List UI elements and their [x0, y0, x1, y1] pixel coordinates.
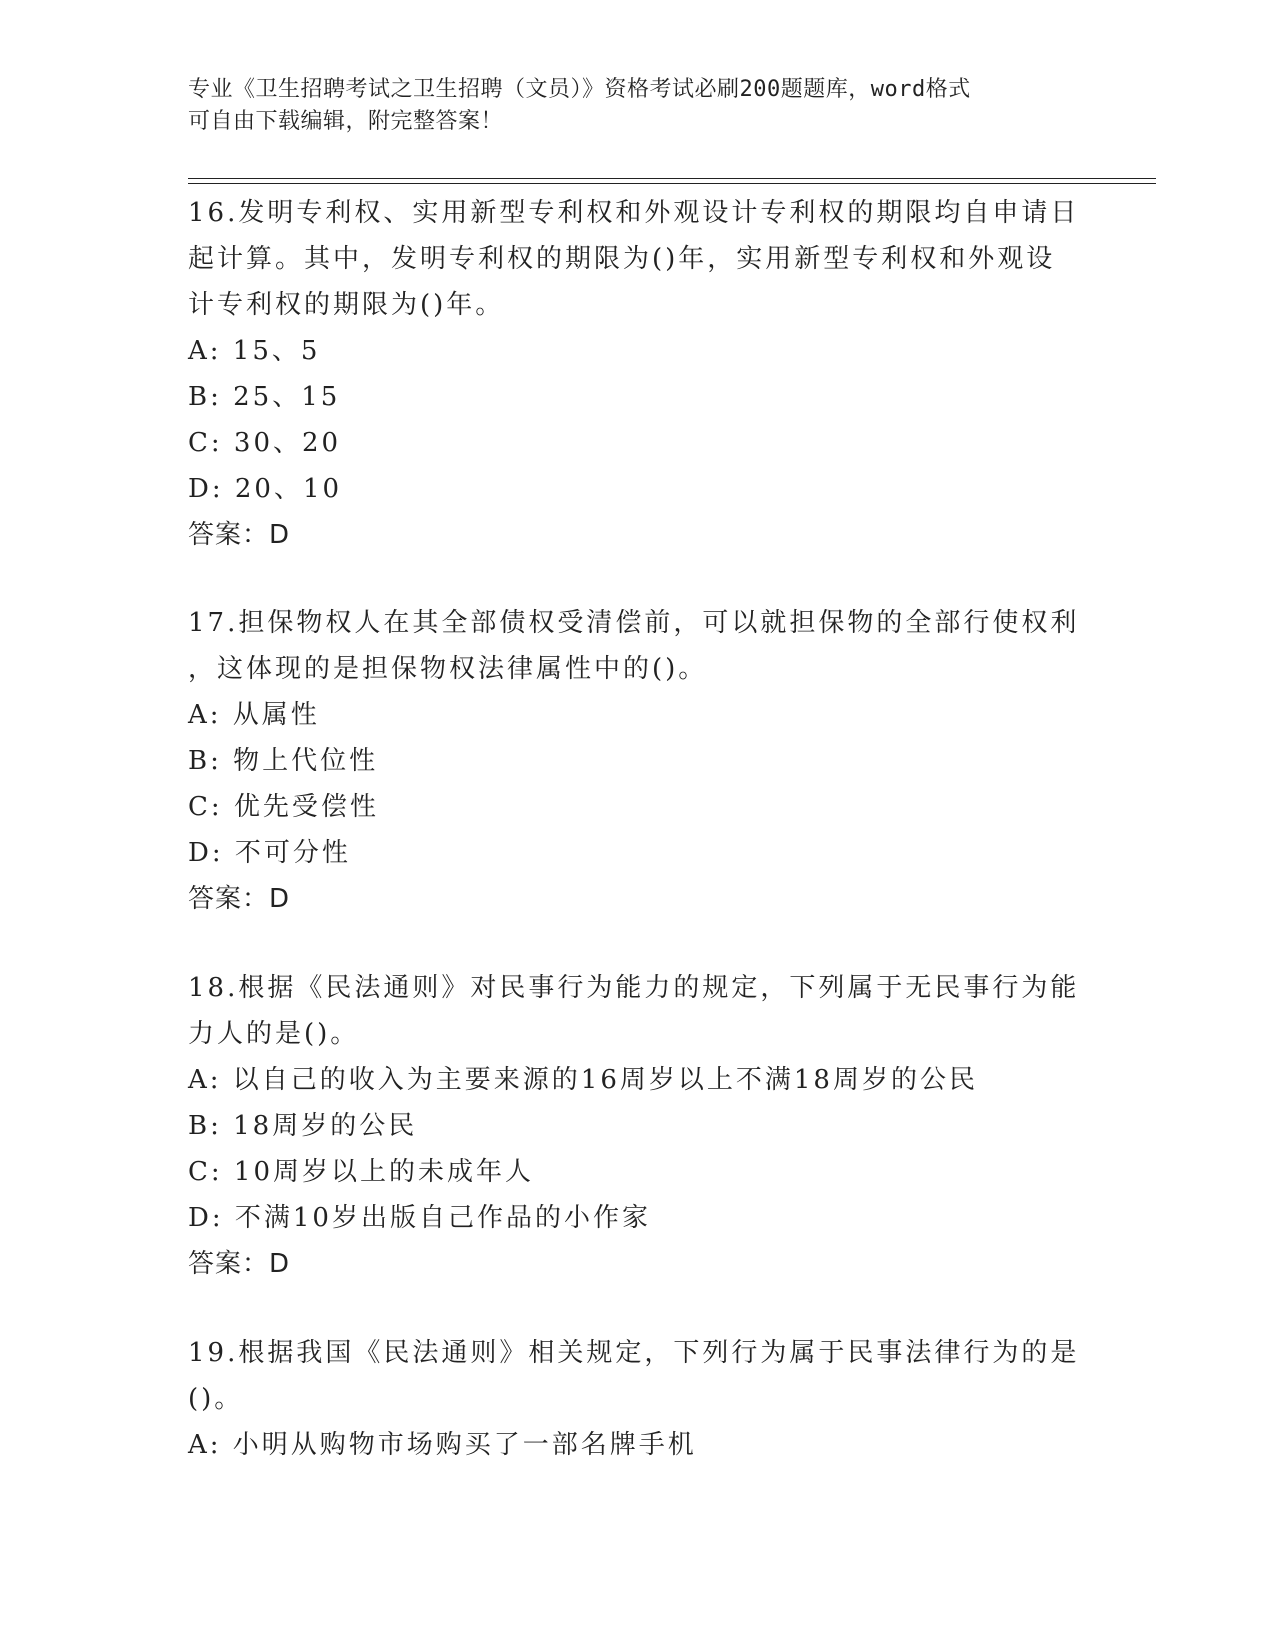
option-a: A: 以自己的收入为主要来源的16周岁以上不满18周岁的公民	[188, 1065, 978, 1095]
option-a: A: 从属性	[188, 700, 320, 730]
header-divider-top	[188, 178, 1156, 179]
question-stem-line: 力人的是()。	[188, 1019, 360, 1049]
option-d: D: 不满10岁出版自己作品的小作家	[188, 1203, 651, 1233]
option-c: C: 优先受偿性	[188, 792, 379, 822]
document-header	[188, 74, 1068, 138]
question-stem-line: ，这体现的是担保物权法律属性中的()。	[188, 654, 708, 684]
question-17	[188, 600, 1088, 922]
question-18	[188, 965, 1088, 1287]
question-stem-line: 计专利权的期限为()年。	[188, 290, 505, 320]
option-d: D: 20、10	[188, 474, 343, 504]
question-stem-line: 16.发明专利权、实用新型专利权和外观设计专利权的期限均自申请日	[188, 198, 1080, 228]
option-b: B: 25、15	[188, 382, 341, 412]
option-a: A: 小明从购物市场购买了一部名牌手机	[188, 1430, 697, 1460]
question-19	[188, 1330, 1088, 1468]
question-stem-line: ()。	[188, 1384, 244, 1414]
option-d: D: 不可分性	[188, 838, 351, 868]
header-line-1: 专业《卫生招聘考试之卫生招聘（文员）》资格考试必刷200题题库，word格式	[188, 77, 971, 102]
option-c: C: 30、20	[188, 428, 342, 458]
option-c: C: 10周岁以上的未成年人	[188, 1157, 535, 1187]
question-stem-line: 19.根据我国《民法通则》相关规定，下列行为属于民事法律行为的是	[188, 1338, 1080, 1368]
answer: 答案：D	[188, 520, 291, 550]
answer: 答案：D	[188, 884, 291, 914]
option-b: B: 物上代位性	[188, 746, 379, 776]
option-a: A: 15、5	[188, 336, 321, 366]
header-line-2: 可自由下载编辑，附完整答案！	[188, 109, 504, 134]
question-stem-line: 起计算。其中，发明专利权的期限为()年，实用新型专利权和外观设	[188, 244, 1056, 274]
question-16	[188, 190, 1088, 558]
answer: 答案：D	[188, 1249, 291, 1279]
header-divider-bottom	[188, 183, 1156, 184]
question-stem-line: 17.担保物权人在其全部债权受清偿前，可以就担保物的全部行使权利	[188, 608, 1080, 638]
option-b: B: 18周岁的公民	[188, 1111, 418, 1141]
question-stem-line: 18.根据《民法通则》对民事行为能力的规定，下列属于无民事行为能	[188, 973, 1080, 1003]
